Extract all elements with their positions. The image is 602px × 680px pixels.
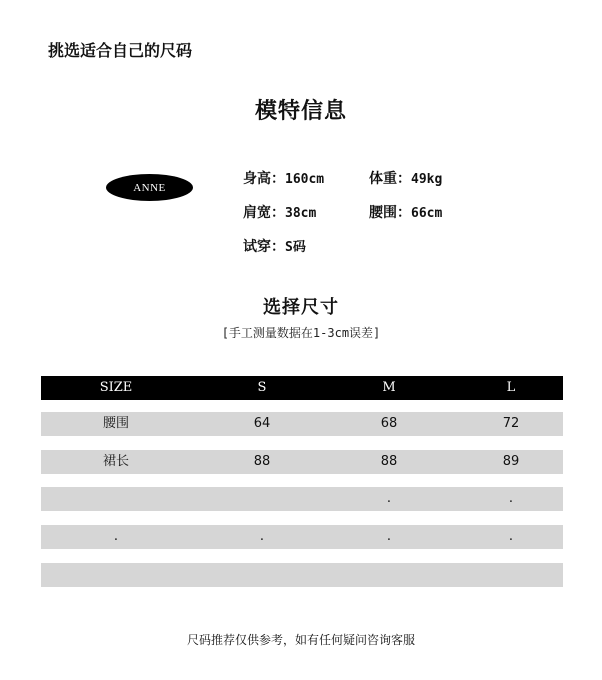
model-name-badge: [106, 174, 193, 201]
size-disclaimer: 尺码推荐仅供参考，如有任何疑问咨询客服: [186, 633, 415, 647]
stat-label: 身高：: [243, 171, 285, 187]
table-row: [41, 563, 563, 587]
table-cell: 88: [253, 454, 271, 469]
stat-value: 160cm: [285, 172, 325, 187]
table-cell: 68: [380, 416, 398, 431]
stat-value: 38cm: [285, 206, 317, 221]
table-row: [41, 450, 563, 474]
table-cell: .: [386, 491, 392, 506]
stat-value: S码: [285, 240, 306, 255]
table-row: [41, 412, 563, 436]
stat-shoulder: [243, 202, 316, 222]
table-cell: .: [259, 529, 265, 544]
table-cell: 64: [253, 416, 271, 431]
stat-height: [243, 168, 324, 188]
stat-label: 体重：: [369, 171, 411, 187]
table-cell: .: [508, 491, 514, 506]
stat-value: 49kg: [411, 172, 443, 187]
size-section-title: 选择尺寸: [263, 297, 339, 318]
table-cell: 裙长: [102, 454, 130, 469]
size-table-header: [41, 376, 563, 400]
header-cell: L: [506, 380, 516, 395]
header-cell: M: [382, 380, 396, 395]
table-row: [41, 487, 563, 511]
table-cell: .: [508, 529, 514, 544]
table-cell: 89: [502, 454, 520, 469]
stat-label: 肩宽：: [243, 205, 285, 221]
stat-value: 66cm: [411, 206, 443, 221]
header-cell: S: [257, 380, 267, 395]
model-info-title: 模特信息: [254, 98, 347, 124]
measurement-note: [手工测量数据在1-3cm误差]: [221, 326, 381, 340]
model-name: ANNE: [133, 181, 166, 194]
table-cell: .: [386, 529, 392, 544]
stat-label: 腰围：: [369, 205, 411, 221]
stat-fit-size: [243, 236, 306, 256]
table-cell: 72: [502, 416, 520, 431]
stat-waist: [369, 202, 442, 222]
stat-weight: [369, 168, 442, 188]
header-cell: SIZE: [99, 380, 133, 395]
table-row: [41, 525, 563, 549]
stat-label: 试穿：: [243, 239, 285, 255]
page-heading: 挑选适合自己的尺码: [48, 41, 193, 60]
table-cell: 腰围: [102, 416, 130, 431]
table-cell: .: [113, 529, 119, 544]
table-cell: 88: [380, 454, 398, 469]
